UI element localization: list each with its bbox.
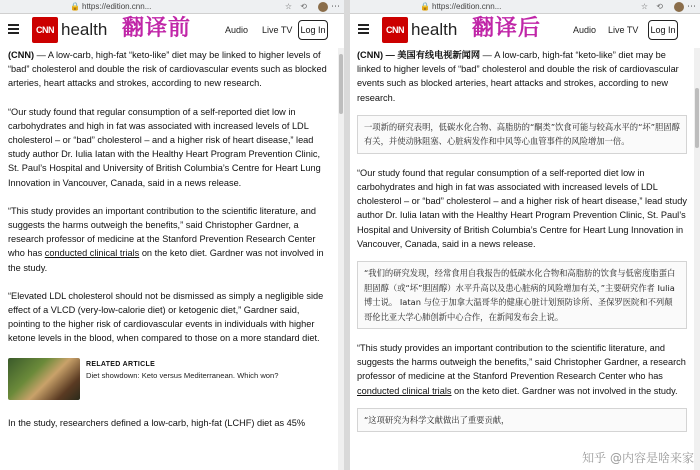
clinical-trials-link[interactable]: conducted clinical trials [44,248,140,259]
pane-before-translation [0,0,344,470]
paragraph-1-text: — A low-carb, high-fat “keto-like” diet may be linked to higher levels of “bad” cholesterol and double the risk of cardiovascular events such as blocked arteries, heart attacks and strokes, according to new research. [357,50,679,103]
paragraph-3-text-b: on the keto diet. Gardner was not involved in the study. [8,248,324,273]
cnn-logo[interactable]: CNN [382,17,408,43]
lock-icon: 🔒 [420,2,430,11]
nav-audio-link[interactable]: Audio [225,25,249,35]
site-header [0,14,344,48]
scroll-thumb[interactable] [339,54,343,114]
paragraph-1 [357,48,687,105]
paragraph-3-text-b: on the keto diet. Gardner was not involved in the study. [451,385,678,396]
zhihu-watermark: 知乎 @内容是啥来家 [582,451,694,465]
translation-block-3: “这项研究为科学文献做出了重要贡献， [357,408,687,433]
article-body [8,48,330,444]
browser-toolbar-icons[interactable]: ☆ ⟲ [284,2,310,11]
paragraph-3-text-a: “This study provides an important contribution to the scientific literature, and suggests the harms outweigh the benefits,” said Christopher Gardner, a research professor of medicine at the Stanford Prevention Research Center who has [8,205,316,259]
address-bar[interactable] [0,0,344,14]
dateline: (CNN) [357,50,384,60]
related-article-card[interactable] [8,358,330,400]
translation-block-2: “我们的研究发现，经常食用自我报告的低碳水化合物和高脂肪的饮食与低密度脂蛋白胆固醇（或“坏”胆固醇）水平升高以及患心脏病的风险增加有关，”主要研究作者 Iulia 博士说。 Iatan 与位于加拿大温哥华的健康心脏计划预防诊所、圣保罗医院和不列颠哥伦比亚大学心肺创新中心合作，在新闻发布会上说。 [357,261,687,329]
url-text[interactable]: https://edition.cnn... [82,2,152,11]
related-article-title[interactable]: Diet showdown: Keto versus Mediterranean. Which won? [86,370,279,380]
section-brand-health[interactable]: health [61,20,108,39]
hamburger-menu-icon[interactable] [8,24,19,34]
translation-block-1: 一项新的研究表明，低碳水化合物、高脂肪的“酮类”饮食可能与较高水平的“坏”胆固醇有关，并使动脉阻塞、心脏病发作和中风等心血管事件的风险增加一倍。 [357,115,687,154]
paragraph-3 [357,341,687,398]
related-article-thumbnail[interactable] [8,358,80,400]
paragraph-4: “Elevated LDL cholesterol should not be dismissed as simply a negligible side effect of a VLCD (very-low-calorie diet) or ketogenic diet,” Gardner said, pointing to the higher risk of cardiovascular events in individuals with higher ketone levels in the blood, when compared to those on a more standard diet. [8,290,324,344]
paragraph-1 [8,48,330,91]
article-body [357,48,687,444]
related-article-text [86,358,278,400]
scroll-thumb[interactable] [695,88,699,148]
lock-icon: 🔒 [70,2,80,11]
nav-livetv-link[interactable]: Live TV [262,25,293,35]
paragraph-3 [8,204,330,275]
site-header [350,14,700,48]
more-menu-icon[interactable]: ⋯ [331,1,340,11]
scrollbar[interactable] [338,48,344,470]
address-bar[interactable] [350,0,700,14]
profile-avatar[interactable] [318,2,328,12]
nav-livetv-link[interactable]: Live TV [608,25,639,35]
paragraph-3-text-a: “This study provides an important contribution to the scientific literature, and suggests the harms outweigh the benefits,” said Christopher Gardner, a research professor of medicine at the Stanford Prevention Research Center who has [357,343,686,382]
paragraph-1-text: — A low-carb, high-fat “keto-like” diet may be linked to higher levels of “bad” cholesterol and double the risk of cardiovascular events such as blocked arteries, heart attacks and strokes, according to new research. [8,50,327,89]
overlay-label-before: 翻译前 [122,16,192,41]
hamburger-menu-icon[interactable] [358,24,369,34]
cnn-logo[interactable]: CNN [32,17,58,43]
dateline-translation: — 美国有线电视新闻网 [383,50,481,60]
related-article-label: RELATED ARTICLE [86,360,156,368]
scrollbar[interactable] [694,48,700,470]
clinical-trials-link[interactable]: conducted clinical trials [357,385,452,396]
paragraph-2: “Our study found that regular consumption of a self-reported diet low in carbohydrates and high in fat was associated with increased levels of LDL cholesterol – or “bad” cholesterol – and a higher risk of heart disease,” lead study author Dr. Iulia Iatan with the Healthy Heart Program Prevention Clinic, St. Paul’s Hospital and University of British Columbia’s Centre for Heart Lung Innovation in Vancouver, Canada, said in a news release. [8,106,321,188]
paragraph-5: In the study, researchers defined a low-carb, high-fat (LCHF) diet as 45% [8,417,306,428]
dateline: (CNN) [8,50,35,60]
more-menu-icon[interactable]: ⋯ [687,1,696,11]
login-button[interactable]: Log In [298,20,328,40]
paragraph-2: “Our study found that regular consumption of a self-reported diet low in carbohydrates and high in fat was associated with increased levels of LDL cholesterol – or “bad” cholesterol – and a higher risk of heart disease,” lead study author Dr. Iulia Iatan with the Healthy Heart Program Prevention Clinic, St. Paul’s Hospital and University of British Columbia’s Centre for Heart Lung Innovation in Vancouver, Canada, said in a news release. [357,167,687,249]
profile-avatar[interactable] [674,2,684,12]
nav-audio-link[interactable]: Audio [573,25,597,35]
url-text[interactable]: https://edition.cnn... [432,2,502,11]
browser-toolbar-icons[interactable]: ☆ ⟲ [640,2,666,11]
pane-after-translation [350,0,700,470]
overlay-label-after: 翻译后 [472,16,542,41]
section-brand-health[interactable]: health [411,20,458,39]
login-button[interactable]: Log In [648,20,678,40]
